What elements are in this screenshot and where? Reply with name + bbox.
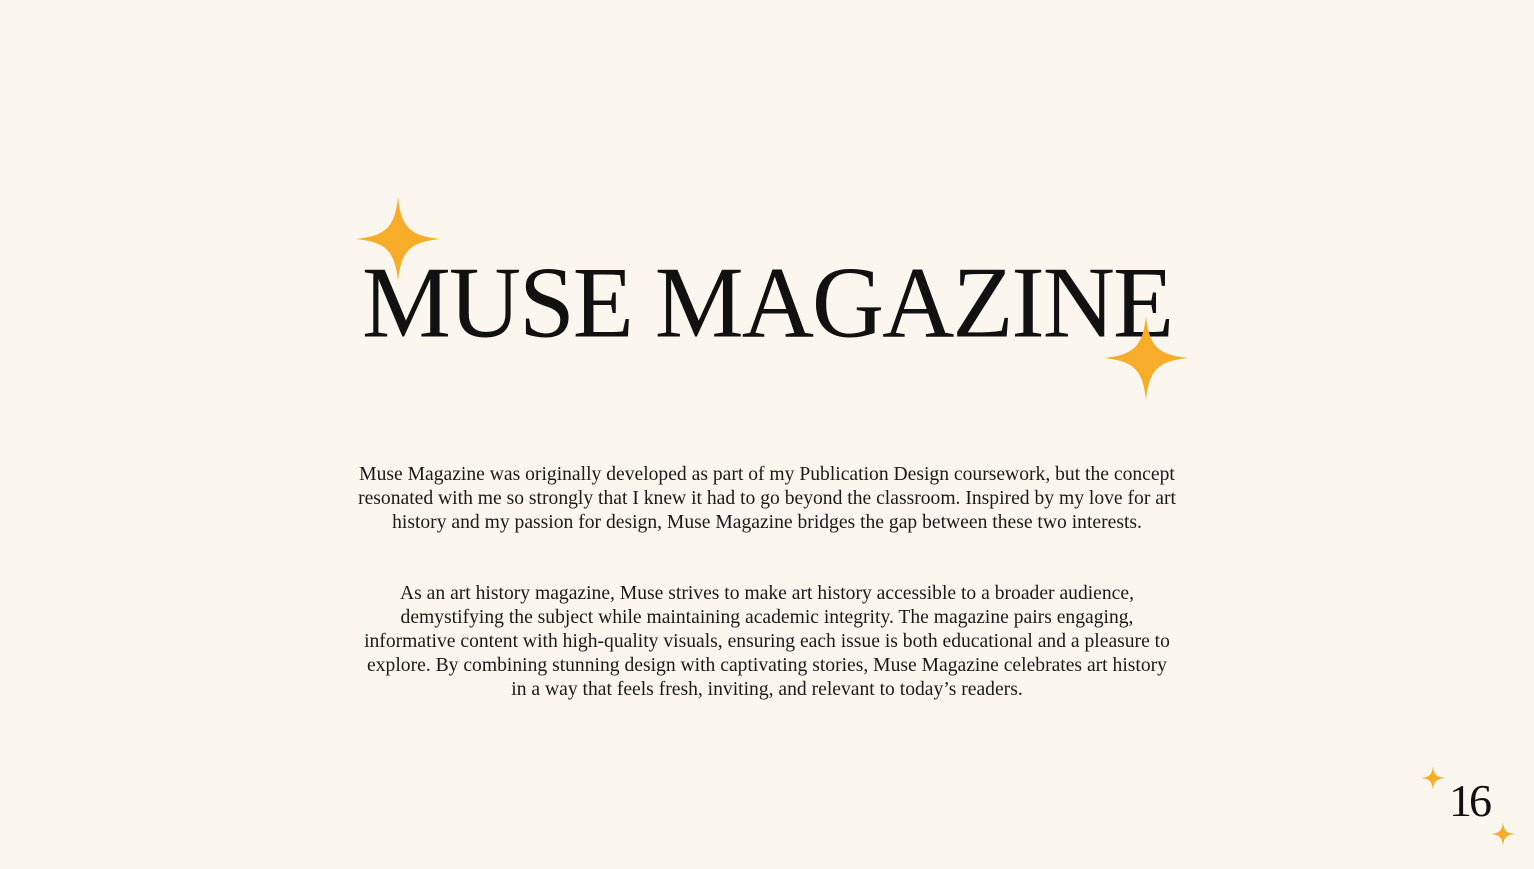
intro-paragraph: Muse Magazine was originally developed as part of my Publication Design coursework, but the concept resonated with me so strongly that I knew it had to go beyond the classroom. Inspired by my love for art history and my passion for design, Muse Magazine bridges the gap between these two interests.	[358, 464, 1176, 533]
page-number: 16	[1449, 775, 1489, 826]
sparkle-icon	[1104, 316, 1188, 400]
description-paragraph: As an art history magazine, Muse strives to make art history accessible to a broader audience, demystifying the subject while maintaining academic integrity. The magazine pairs engaging, informative content with high-quality visuals, ensuring each issue is both educational and a pleasure to explore. By combining stunning design with captivating stories, Muse Magazine celebrates art history in a way that feels fresh, inviting, and relevant to today’s readers.	[364, 583, 1170, 700]
page-title: MUSE MAGAZINE	[361, 245, 1173, 360]
sparkle-icon	[1491, 822, 1515, 846]
sparkle-icon	[1421, 766, 1445, 790]
